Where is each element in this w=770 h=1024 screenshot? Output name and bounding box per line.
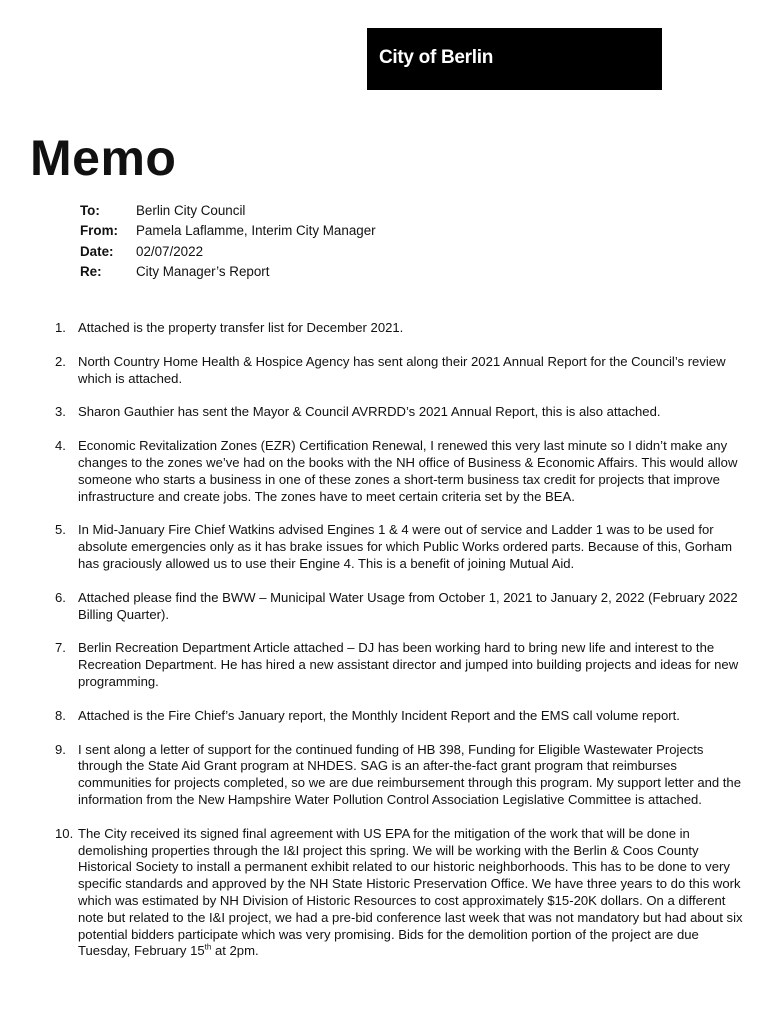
list-item bbox=[55, 640, 745, 690]
re-value: City Manager’s Report bbox=[136, 263, 270, 279]
item-text-end: at 2pm. bbox=[211, 943, 259, 959]
from-value: Pamela Laflamme, Interim City Manager bbox=[136, 223, 376, 239]
list-item bbox=[55, 708, 745, 725]
to-value: Berlin City Council bbox=[136, 203, 246, 218]
page-title: Memo bbox=[30, 130, 177, 186]
item-text: In Mid-January Fire Chief Watkins advised Engines 1 & 4 were out of service and Ladder 1 was to be used for absolute emergencies only as it has brake issues for which Public Works ordered parts. Because of this, Gorham has graciously allowed us to use their Engine 4. This is a benefit of joining Mutual Aid. bbox=[78, 522, 733, 571]
from-row bbox=[80, 223, 376, 243]
item-text bbox=[78, 826, 743, 959]
item-number: 4. bbox=[55, 438, 66, 454]
list-item bbox=[55, 522, 745, 572]
item-text: Attached is the Fire Chief’s January report, the Monthly Incident Report and the EMS call volume report. bbox=[78, 707, 680, 723]
item-text: Attached please find the BWW – Municipal Water Usage from October 1, 2021 to January 2, 2022 (February 2022 Billing Quarter). bbox=[78, 589, 738, 622]
item-number: 2. bbox=[55, 353, 66, 369]
list-item bbox=[55, 354, 745, 388]
list-item bbox=[55, 826, 745, 960]
date-row bbox=[80, 244, 376, 264]
date-value: 02/07/2022 bbox=[136, 243, 204, 259]
to-row bbox=[80, 203, 376, 223]
item-text: Sharon Gauthier has sent the Mayor & Council AVRRDD’s 2021 Annual Report, this is also attached. bbox=[78, 404, 661, 420]
item-number: 1. bbox=[55, 320, 66, 335]
from-label: From: bbox=[80, 223, 118, 239]
item-text-main: The City received its signed final agreement with US EPA for the mitigation of the work that will be done in demolishing properties through the I&I project this spring. We will be working with the Berlin & Coos County Historical Society to install a permanent exhibit related to our historic neighborhoods. This has to be done to very specific standards and approved by the NH State Historic Preservation Office. We have three years to do this work which was estimated by NH Division of Historic Resources to cost approximately $15-20K dollars. On a different note but related to the I&I project, we had a pre-bid conference last week that was not mandatory but had about six potential bidders participate which was very promising. Bids for the demolition portion of the project are due Tuesday, February 15 bbox=[78, 825, 743, 959]
item-number: 6. bbox=[55, 589, 66, 605]
ordinal-suffix: th bbox=[204, 942, 212, 952]
item-number: 5. bbox=[55, 522, 66, 538]
list-item bbox=[55, 590, 745, 624]
list-item bbox=[55, 404, 745, 421]
item-number: 10. bbox=[55, 825, 74, 841]
list-item bbox=[55, 320, 745, 337]
to-label: To: bbox=[80, 203, 100, 218]
item-number: 7. bbox=[55, 640, 66, 656]
re-row bbox=[80, 264, 376, 284]
org-banner bbox=[367, 28, 662, 90]
item-number: 8. bbox=[55, 707, 66, 723]
re-label: Re: bbox=[80, 263, 102, 279]
memo-header bbox=[80, 203, 376, 284]
report-items bbox=[55, 320, 745, 977]
org-name: City of Berlin bbox=[379, 47, 494, 68]
list-item bbox=[55, 742, 745, 809]
item-text: I sent along a letter of support for the continued funding of HB 398, Funding for Eligible Wastewater Projects through the State Aid Grant program at NHDES. SAG is an after-the-fact grant program that reimburses communities for projects completed, so we are due reimbursement through this program. My support letter and the information from the New Hampshire Water Pollution Control Association Legislative Committee is attached. bbox=[78, 741, 741, 807]
item-text: Berlin Recreation Department Article attached – DJ has been working hard to bring new life and interest to the Recreation Department. He has hired a new assistant director and jumped into building projects and ideas for new programming. bbox=[78, 640, 739, 689]
list-item bbox=[55, 438, 745, 505]
item-number: 9. bbox=[55, 741, 66, 757]
date-label: Date: bbox=[80, 243, 114, 259]
item-number: 3. bbox=[55, 404, 66, 420]
item-text: Attached is the property transfer list for December 2021. bbox=[78, 320, 404, 335]
item-text: North Country Home Health & Hospice Agency has sent along their 2021 Annual Report for the Council’s review which is attached. bbox=[78, 353, 726, 386]
item-text: Economic Revitalization Zones (EZR) Certification Renewal, I renewed this very last minute so I didn’t make any changes to the zones we’ve had on the books with the NH office of Business & Economic Affairs. This would allow someone who starts a business in one of these zones a short-term business tax credit for projects that improve infrastructure and create jobs. The zones have to meet certain criteria set by the BEA. bbox=[78, 438, 738, 504]
